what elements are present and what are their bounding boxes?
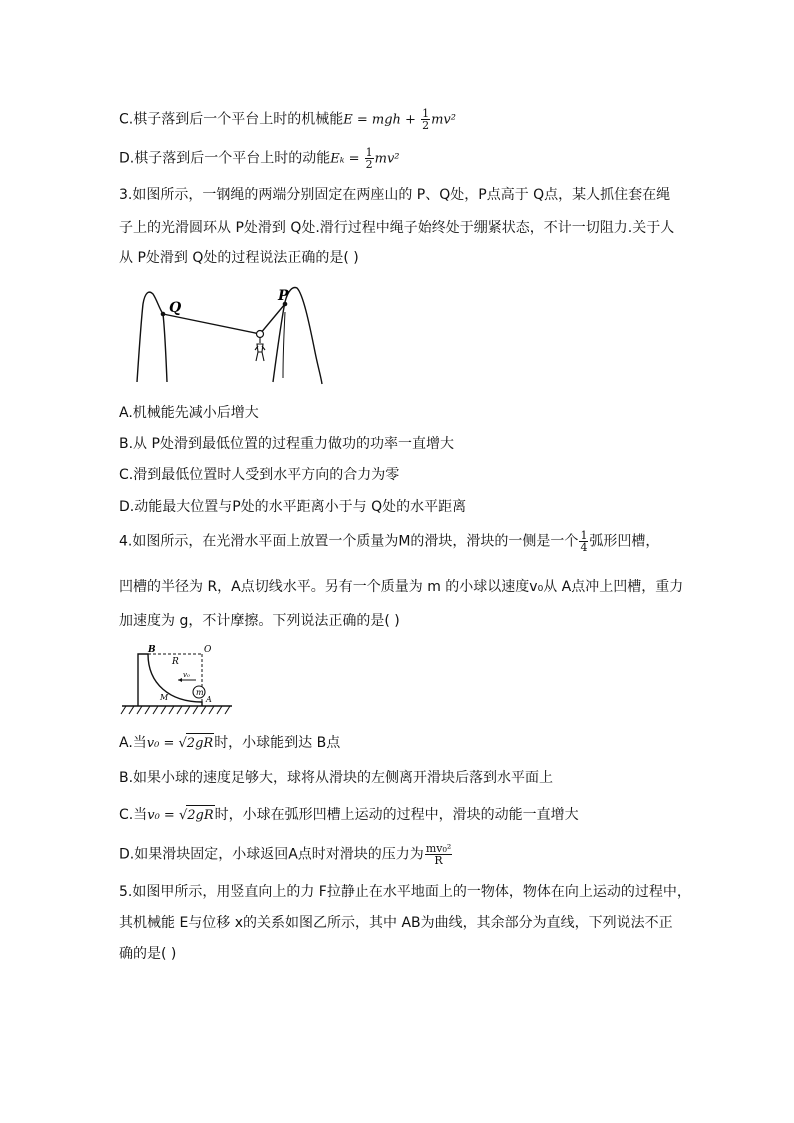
q4-option-c: C.当v₀ = √2gR时，小球在弧形凹槽上运动的过程中，滑块的动能一直增大 — [119, 805, 579, 826]
q4-option-c-sqrt: 2gR — [186, 805, 214, 826]
q4-option-b: B.如果小球的速度足够大，球将从滑块的左侧离开滑块后落到水平面上 — [119, 770, 554, 786]
q2-option-d-text: D.棋子落到后一个平台上时的动能 — [119, 150, 331, 167]
label-v0: v₀ — [183, 671, 190, 679]
q3-stem-line3: 从 P处滑到 Q处的过程说法正确的是( ) — [119, 250, 359, 266]
label-r: R — [172, 657, 179, 667]
label-a: A — [206, 695, 212, 704]
q5-stem-line3: 确的是( ) — [119, 946, 177, 962]
q3-figure-rope-mountains — [125, 282, 330, 387]
ground-hatching — [121, 706, 230, 714]
q3-option-a: A.机械能先减小后增大 — [119, 405, 259, 421]
q5-stem-line1: 5.如图甲所示，用竖直向上的力 F拉静止在水平地面上的一物体，物体在向上运动的过程中， — [119, 884, 691, 900]
q2-option-d-formula: Eₖ = — [330, 151, 364, 167]
q3-stem-line2: 子上的光滑圆环从 P处滑到 Q处.滑行过程中绳子始终处于绷紧状态，不计一切阻力.关于人 — [119, 220, 675, 236]
q4-option-d — [119, 843, 453, 866]
q4-stem-line1 — [119, 530, 659, 553]
q4-option-d-pre: D.如果滑块固定，小球返回A点时对滑块的压力为 — [119, 846, 424, 863]
label-q: Q — [169, 300, 182, 316]
q4-stem-line2: 凹槽的半径为 R，A点切线水平。另有一个质量为 m 的小球以速度v₀从 A点冲上凹槽，重力 — [119, 579, 684, 595]
label-o: O — [204, 645, 212, 655]
q4-option-c-pre: C.当 — [119, 807, 148, 823]
q3-option-c: C.滑到最低位置时人受到水平方向的合力为零 — [119, 467, 400, 483]
q4-stem-line1-a: 4.如图所示，在光滑水平面上放置一个质量为M的滑块，滑块的一侧是一个 — [119, 533, 579, 550]
q5-stem-line2: 其机械能 E与位移 x的关系如图乙所示，其中 AB为曲线，其余部分为直线，下列说法不正 — [119, 915, 673, 931]
q2-option-c-tail: mv² — [431, 112, 456, 128]
person-icon — [255, 338, 265, 361]
label-big-m: M — [160, 693, 169, 702]
q4-option-d-fraction: $\frac{\text{mv₀²}}{R}$ — [425, 842, 452, 867]
q4-option-a-pre: A.当 — [119, 735, 147, 751]
point-q-dot — [161, 312, 166, 317]
label-m: m — [196, 688, 204, 697]
slide-ring — [257, 331, 264, 338]
q2-option-c — [119, 108, 456, 131]
q2-option-c-fraction: $\frac{1}{2}$ — [422, 107, 430, 132]
q4-stem-line1-b: 弧形凹槽， — [589, 533, 660, 550]
q4-stem-fraction: $\frac{1}{4}$ — [580, 529, 588, 554]
q3-option-d: D.动能最大位置与P处的水平距离小于与 Q处的水平距离 — [119, 499, 467, 515]
q2-option-d-tail: mv² — [374, 151, 400, 167]
q4-option-a-sqrt: 2gR — [186, 733, 214, 754]
velocity-arrowhead — [178, 678, 182, 682]
steel-rope — [163, 304, 285, 334]
q4-option-a-math: v₀ = — [146, 736, 179, 751]
q4-figure-slider-groove — [120, 640, 235, 718]
q2-option-c-text: C.棋子落到后一个平台上时的机械能 — [119, 111, 344, 128]
right-mountain-inner-line — [283, 312, 285, 378]
q2-option-d — [119, 147, 400, 170]
q4-option-a-post: 时，小球能到达 B点 — [214, 735, 341, 751]
q2-option-c-formula: E = mgh + — [343, 112, 421, 128]
label-b: B — [148, 645, 156, 655]
q4-option-c-post: 时，小球在弧形凹槽上运动的过程中，滑块的动能一直增大 — [214, 807, 579, 823]
q4-stem-line3: 加速度为 g，不计摩擦。下列说法正确的是( ) — [119, 613, 400, 629]
left-mountain-outline — [137, 292, 167, 382]
label-p: P — [278, 288, 289, 304]
q2-option-d-fraction: $\frac{1}{2}$ — [365, 146, 373, 171]
q4-option-c-math: v₀ = — [147, 808, 179, 823]
q3-option-b: B.从 P处滑到最低位置的过程重力做功的功率一直增大 — [119, 436, 454, 452]
q3-stem-line1: 3.如图所示，一钢绳的两端分别固定在两座山的 P、Q处，P点高于 Q点，某人抓住套在绳 — [119, 187, 671, 203]
q4-option-a: A.当v₀ = √2gR时，小球能到达 B点 — [119, 733, 340, 754]
